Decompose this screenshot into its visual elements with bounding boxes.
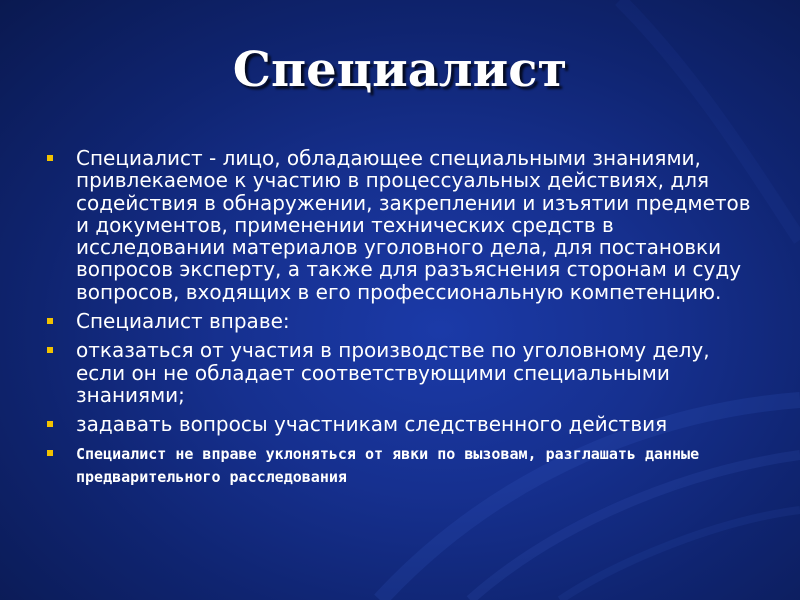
bullet-item-definition	[42, 147, 762, 303]
bullet-text: отказаться от участия в производстве по уголовному делу, если он не обладает соответствующими специальными знаниями;	[76, 338, 710, 407]
bullet-text: Специалист - лицо, обладающее специальными знаниями, привлекаемое к участию в процессуальных действиях, для содействия в обнаружении, закреплении и изъятии предметов и документов, применении технических средств в исследовании материалов уголовного дела, для постановки вопросов эксперту, а также для разъяснения сторонам и суду вопросов, входящих в его профессиональную компетенцию.	[76, 146, 751, 304]
slide-title: Специалист	[232, 42, 568, 98]
bullet-list	[42, 147, 762, 496]
square-bullet-icon	[47, 318, 53, 324]
bullet-item-obligations	[42, 443, 762, 489]
square-bullet-icon	[47, 155, 53, 161]
square-bullet-icon	[47, 421, 53, 427]
bullet-item-refuse	[42, 339, 762, 406]
bullet-item-rights-heading	[42, 310, 762, 332]
square-bullet-icon	[47, 347, 53, 353]
square-bullet-icon	[47, 450, 53, 456]
bullet-text: Специалист вправе:	[76, 309, 290, 334]
bullet-item-ask-questions	[42, 413, 762, 435]
bullet-text: Специалист не вправе уклоняться от явки по вызовам, разглашать данные предварительного расследования	[76, 444, 700, 486]
bullet-text: задавать вопросы участникам следственного действия	[76, 412, 668, 437]
